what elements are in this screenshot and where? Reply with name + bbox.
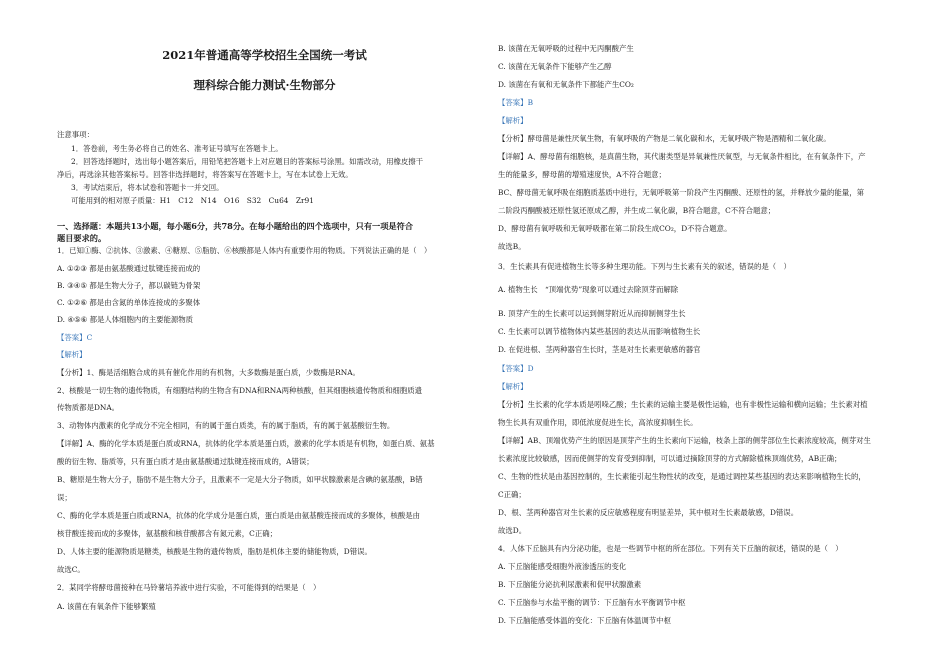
explanation-line: D、人体主要的能源物质是糖类，核酸是生物的遗传物质，脂肪是机体主要的储能物质，D错误。: [57, 547, 372, 556]
explanation-line: 物生长具有双重作用，即低浓度促进生长，高浓度抑制生长。: [498, 418, 698, 427]
answer-tag: 【答案】D: [498, 364, 534, 373]
question-stem: 2．某同学将酵母菌接种在马铃薯培养液中进行实验，不可能得到的结果是（ ）: [57, 583, 321, 592]
note-line: 2．回答选择题时，选出每小题答案后，用铅笔把答题卡上对应题目的答案标号涂黑。如需改动，用橡皮擦干: [71, 157, 424, 166]
option-a: A. 植物生长 “顶端优势”现象可以通过去除顶芽而解除: [498, 285, 679, 294]
option-d: D. ④⑤⑥ 都是人体细胞内的主要能源物质: [57, 315, 194, 324]
exam-title: 2021年普通高等学校招生全国统一考试: [162, 48, 367, 62]
explanation-line: 【分析】生长素的化学本质是吲哚乙酸；生长素的运输主要是极性运输，也有非极性运输和横向运输；生长素对植: [498, 400, 868, 409]
explanation-line: B、糖原是生物大分子，脂肪不是生物大分子，且激素不一定是大分子物质，如甲状腺激素是含碘的氨基酸，B错: [57, 475, 423, 484]
explanation-line: 3、动物体内激素的化学成分不完全相同，有的属于蛋白质类，有的属于脂质，有的属于氨基酸衍生物。: [57, 421, 395, 430]
option-a: A. 该菌在有氧条件下能够繁殖: [57, 602, 156, 611]
explanation-line: 生的能量多，酵母菌的增殖速度快，A不符合题意；: [498, 170, 666, 179]
explanation-line: 传物质都是DNA。: [57, 403, 120, 412]
notes-heading: 注意事项：: [57, 130, 94, 139]
question-stem: 3．生长素具有促进植物生长等多种生理功能。下列与生长素有关的叙述，错误的是（ ）: [498, 262, 791, 271]
section-heading: 题目要求的。: [57, 233, 107, 243]
explanation-line: 【分析】1、酶是活细胞合成的具有催化作用的有机物，大多数酶是蛋白质，少数酶是RNA。: [57, 368, 360, 377]
explanation-line: 【分析】酵母菌是兼性厌氧生物，有氧呼吸的产物是二氧化碳和水，无氧呼吸产物是酒精和二氧化碳。: [498, 134, 831, 143]
option-a: A. ①②③ 都是由氨基酸通过肽键连接而成的: [57, 264, 201, 273]
option-d: D. 在促进根、茎两种器官生长时，茎是对生长素更敏感的器官: [498, 345, 701, 354]
analysis-tag: 【解析】: [498, 116, 528, 125]
explanation-line: 酸的衍生物、脂质等，只有蛋白质才是由氨基酸通过肽键连接而成的，A错误；: [57, 457, 314, 466]
atomic-mass-line: 可能用到的相对原子质量：H1 C12 N14 O16 S32 Cu64 Zr91: [71, 196, 314, 205]
analysis-tag: 【解析】: [57, 350, 87, 359]
analysis-tag: 【解析】: [498, 382, 528, 391]
option-b: B. 顶芽产生的生长素可以运到侧芽附近从而抑制侧芽生长: [498, 309, 686, 318]
explanation-line: C正确；: [498, 490, 526, 499]
answer-tag: 【答案】C: [57, 333, 93, 342]
question-stem: 1．已知①酶、②抗体、③激素、④糖原、⑤脂肪、⑥核酸都是人体内有重要作用的物质。下列说法正确的是（ ）: [57, 246, 432, 255]
option-d: D. 下丘脑能感受体温的变化：下丘脑有体温调节中枢: [498, 616, 671, 625]
explanation-line: 2、核酸是一切生物的遗传物质，有细胞结构的生物含有DNA和RNA两种核酸，但其细胞核遗传物质和细胞质遗: [57, 386, 422, 395]
option-c: C. ①②⑥ 都是由含氮的单体连接成的多聚体: [57, 298, 201, 307]
explanation-line: C、酶的化学本质是蛋白质或RNA，抗体的化学成分是蛋白质，蛋白质是由氨基酸连接而成的多聚体，核酸是由: [57, 511, 420, 520]
option-b: B. 下丘脑能分泌抗利尿激素和促甲状腺激素: [498, 580, 642, 589]
note-line: 净后，再选涂其他答案标号。回答非选择题时，将答案写在答题卡上，写在本试卷上无效。: [57, 170, 353, 179]
explanation-line: 故选C。: [57, 565, 85, 574]
section-heading: 一、选择题：本题共13小题，每小题6分，共78分。在每小题给出的四个选项中，只有一项是符合: [57, 221, 413, 231]
explanation-line: BC、酵母菌无氧呼吸在细胞质基质中进行，无氧呼吸第一阶段产生丙酮酸、还原性的氢，并释放少量的能量，第: [498, 188, 864, 197]
explanation-line: 【详解】A、酶的化学本质是蛋白质或RNA，抗体的化学本质是蛋白质，激素的化学本质是有机物，如蛋白质、氨基: [57, 439, 435, 448]
explanation-line: 故选B。: [498, 242, 526, 251]
explanation-line: 核苷酸连接而成的多聚体，氨基酸和核苷酸都含有氮元素，C正确；: [57, 529, 277, 538]
note-line: 1．答卷前，考生务必将自己的姓名、准考证号填写在答题卡上。: [71, 144, 283, 153]
note-line: 3．考试结束后，将本试卷和答题卡一并交回。: [71, 183, 224, 192]
option-a: A. 下丘脑能感受细胞外液渗透压的变化: [498, 562, 627, 571]
option-b: B. ③④⑤ 都是生物大分子，都以碳链为骨架: [57, 281, 201, 290]
option-d: D. 该菌在有氧和无氧条件下都能产生CO₂: [498, 80, 634, 89]
question-stem: 4．人体下丘脑具有内分泌功能，也是一些调节中枢的所在部位。下列有关下丘脑的叙述，错误的是（ ）: [498, 544, 843, 553]
explanation-line: 长素浓度比较敏感，因而使侧芽的发育受到抑制，可以通过摘除顶芽的方式解除植株顶端优势，AB正确；: [498, 454, 842, 463]
option-b: B. 该菌在无氧呼吸的过程中无丙酮酸产生: [498, 44, 634, 53]
explanation-line: 误；: [57, 493, 72, 502]
answer-tag: 【答案】B: [498, 98, 533, 107]
explanation-line: 【详解】AB、顶端优势产生的原因是顶芽产生的生长素向下运输，枝条上部的侧芽部位生长素浓度较高，侧芽对生: [498, 436, 871, 445]
option-c: C. 下丘脑参与水盐平衡的调节：下丘脑有水平衡调节中枢: [498, 598, 686, 607]
explanation-line: D、酵母菌有氧呼吸和无氧呼吸都在第二阶段生成CO₂，D不符合题意。: [498, 224, 732, 233]
explanation-line: C、生物的性状是由基因控制的，生长素能引起生物性状的改变，是通过调控某些基因的表达来影响植物生长的，: [498, 472, 866, 481]
option-c: C. 生长素可以调节植物体内某些基因的表达从而影响植物生长: [498, 327, 701, 336]
exam-subtitle: 理科综合能力测试·生物部分: [193, 78, 336, 92]
explanation-line: 二阶段丙酮酸被还原性氢还原成乙醇，并生成二氧化碳，B符合题意，C不符合题意；: [498, 206, 776, 215]
explanation-line: 【详解】A、酵母菌有细胞核，是真菌生物，其代谢类型是异氧兼性厌氧型，与无氧条件相比，在有氧条件下，产: [498, 152, 866, 161]
explanation-line: D、根、茎两种器官对生长素的反应敏感程度有明显差异，其中根对生长素最敏感，D错误。: [498, 508, 799, 517]
option-c: C. 该菌在无氧条件下能够产生乙醇: [498, 62, 612, 71]
explanation-line: 故选D。: [498, 526, 527, 535]
